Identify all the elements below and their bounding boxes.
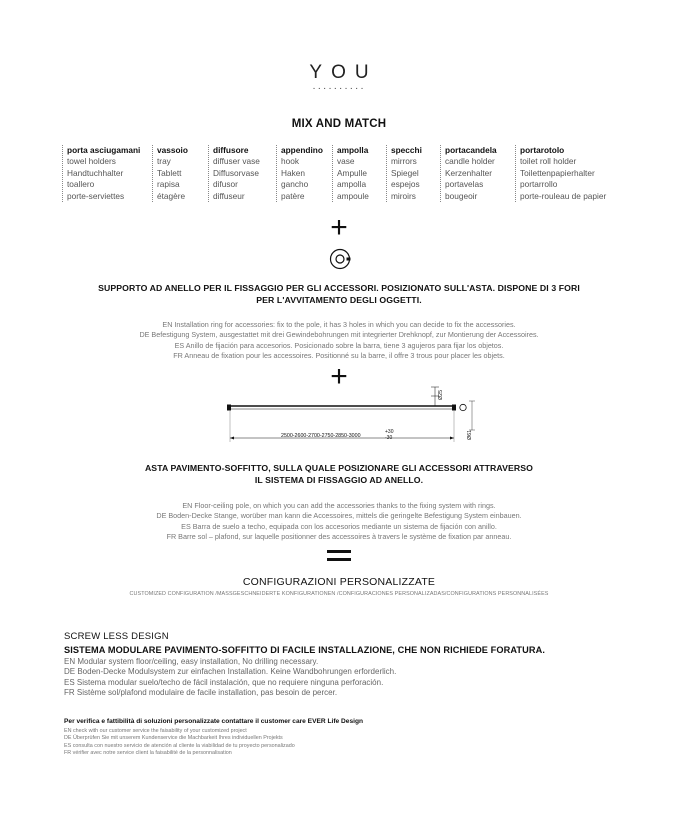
- ring-title-line: PER L'AVVITAMENTO DEGLI OGGETTI.: [256, 295, 422, 305]
- pole-tolerance-minus: -30: [385, 435, 393, 441]
- column-header: porta asciugamani: [67, 145, 141, 155]
- plus-icon: +: [330, 211, 348, 244]
- screw-less-title: SCREW LESS DESIGN: [64, 631, 169, 642]
- column-item: portavelas: [445, 179, 484, 190]
- column-header: ampolla: [337, 145, 369, 155]
- column-item: miroirs: [391, 190, 416, 201]
- translation-de: DE Boden-Decke Modulsystem zur einfachen Installation. Keine Wandbohrungen erforderlich.: [64, 667, 397, 677]
- column-item: difusor: [213, 179, 238, 190]
- column-item: Toilettenpapierhalter: [520, 167, 595, 178]
- column-item: Spiegel: [391, 167, 419, 178]
- translation-en: EN check with our customer service the faisability of your customized project: [64, 728, 247, 734]
- config-title: CONFIGURAZIONI PERSONALIZZATE: [242, 576, 436, 588]
- pole-diameter-label: Ø25: [438, 389, 444, 400]
- ring-title-line: SUPPORTO AD ANELLO PER IL FISSAGGIO PER GLI ACCESSORI. POSIZIONATO SULL'ASTA. DISPONE DI 3 FORI: [98, 283, 580, 293]
- contact-translations: [64, 728, 295, 758]
- translation-es: ES consulta con nuestro servicio de atención al cliente la viabilidad de tu proyecto personalizado: [64, 742, 295, 749]
- column-item: bougeoir: [445, 190, 478, 201]
- column-item: tray: [157, 156, 171, 167]
- column-item: portarrollo: [520, 179, 558, 190]
- translation-es: ES Sistema modular suelo/techo de fácil instalación, que no requiere ninguna perforación.: [64, 677, 384, 687]
- pole-title-line: IL SISTEMA DI FISSAGGIO AD ANELLO.: [254, 475, 424, 485]
- pole-title-line: ASTA PAVIMENTO-SOFFITTO, SULLA QUALE POSIZIONARE GLI ACCESSORI ATTRAVERSO: [144, 463, 534, 473]
- translation-fr: FR Anneau de fixation pour les accessoires. Positionné su la barre, il offre 3 trous pour placer les objets.: [173, 350, 505, 360]
- mix-and-match-table: [62, 145, 632, 207]
- translation-en: EN Installation ring for accessories: fix to the pole, it has 3 holes in which you can decide to fix the accessories.: [162, 320, 516, 329]
- column-item: diffuser vase: [213, 156, 260, 167]
- translation-de: DE Überprüfen Sie mit unserem Kundenservice die Machbarkeit Ihres individuellen Projekts: [64, 735, 283, 742]
- translation-es: ES Anillo de fijación para accesorios. Posicionado sobre la barra, tiene 3 agujeros para fijar los objetos.: [174, 340, 504, 350]
- pole-translations: [0, 501, 678, 542]
- column-header: portarotolo: [520, 145, 565, 155]
- column-hook: [276, 145, 323, 202]
- column-candle-holder: [440, 145, 497, 202]
- column-diffuser: [208, 145, 260, 202]
- pole-technical-drawing: [222, 382, 487, 444]
- column-item: toilet roll holder: [520, 156, 577, 167]
- translation-en: EN Modular system floor/ceiling, easy installation, No drilling necessary.: [64, 657, 319, 666]
- column-item: towel holders: [67, 156, 116, 167]
- column-header: specchi: [391, 145, 422, 155]
- column-mirrors: [386, 145, 422, 202]
- column-tray: [152, 145, 188, 202]
- column-item: diffuseur: [213, 190, 245, 201]
- column-item: vase: [337, 156, 355, 167]
- translation-es: ES Barra de suelo a techo, equipada con los accesorios mediante un sistema de fijación con anillo.: [181, 521, 497, 531]
- translation-fr: FR vérifier avec notre service client la faisabilité de la personnalisation: [64, 750, 232, 757]
- column-item: Handtuchhalter: [67, 167, 124, 178]
- column-towel-holder: [62, 145, 140, 202]
- translation-de: DE Boden-Decke Stange, worüber man kann die Accessoires, mittels die geringelte Befestigung System einbauen.: [156, 511, 522, 521]
- brand-dots: ··········: [312, 83, 366, 94]
- column-item: ampolla: [337, 179, 367, 190]
- translation-fr: FR Sistème sol/plafond modulaire de facile installation, pas besoin de percer.: [64, 687, 338, 697]
- screw-less-italian: SISTEMA MODULARE PAVIMENTO-SOFFITTO DI FACILE INSTALLAZIONE, CHE NON RICHIEDE FORATURA.: [64, 645, 545, 655]
- mix-and-match-title: MIX AND MATCH: [291, 118, 387, 130]
- column-item: espejos: [391, 179, 420, 190]
- column-item: étagère: [157, 190, 186, 201]
- screw-less-translations: [64, 657, 396, 698]
- column-item: ampoule: [337, 190, 369, 201]
- column-item: Haken: [281, 167, 305, 178]
- column-item: rapisa: [157, 179, 180, 190]
- column-item: Ampulle: [337, 167, 367, 178]
- plus-icon: +: [330, 360, 348, 393]
- column-toilet-roll-holder: [515, 145, 606, 202]
- column-header: portacandela: [445, 145, 497, 155]
- column-header: appendino: [281, 145, 323, 155]
- column-vase: [332, 145, 369, 202]
- pole-length-label: 2500-2600-2700-2750-2850-3000: [281, 433, 361, 439]
- column-item: patère: [281, 190, 305, 201]
- column-item: Diffusorvase: [213, 167, 259, 178]
- column-item: toallero: [67, 179, 95, 190]
- ring-translations: [0, 320, 678, 361]
- column-item: gancho: [281, 179, 309, 190]
- equals-icon: [327, 550, 351, 564]
- ring-diameter-label: Ø61: [467, 429, 473, 440]
- contact-title: Per verifica e fattibilità di soluzioni personalizzate contattare il customer care EVER Life Design: [64, 718, 364, 725]
- translation-fr: FR Barre sol – plafond, sur laquelle positionner des accessoires à travers le système de fixation par anneau.: [166, 531, 512, 541]
- config-subtitle: CUSTOMIZED CONFIGURATION /MASSGESCHNEIDERTE KONFIGURATIONEN /CONFIGURACIONES PERSONALIZADAS/CONFIGURATIONS PERSONNALISÉES: [129, 591, 549, 597]
- column-item: hook: [281, 156, 299, 167]
- translation-de: DE Befestigung System, ausgestattet mit drei Gewindebohrungen mit integrierter Drehknopf, zur Montierung der Accessoires.: [139, 330, 539, 340]
- brand-logo: YOU: [309, 62, 378, 83]
- pole-title: [0, 462, 678, 486]
- column-item: Kerzenhalter: [445, 167, 493, 178]
- column-item: porte-serviettes: [67, 190, 125, 201]
- ring-title: [0, 282, 678, 306]
- pole-tolerance-plus: +30: [385, 429, 394, 435]
- column-item: Tablett: [157, 167, 182, 178]
- column-header: diffusore: [213, 145, 249, 155]
- translation-en: EN Floor-ceiling pole, on which you can add the accessories thanks to the fixing system with rings.: [182, 501, 496, 510]
- column-item: candle holder: [445, 156, 495, 167]
- column-item: porte-rouleau de papier: [520, 190, 607, 201]
- ring-support-icon: [329, 248, 351, 270]
- column-header: vassoio: [157, 145, 188, 155]
- column-item: mirrors: [391, 156, 417, 167]
